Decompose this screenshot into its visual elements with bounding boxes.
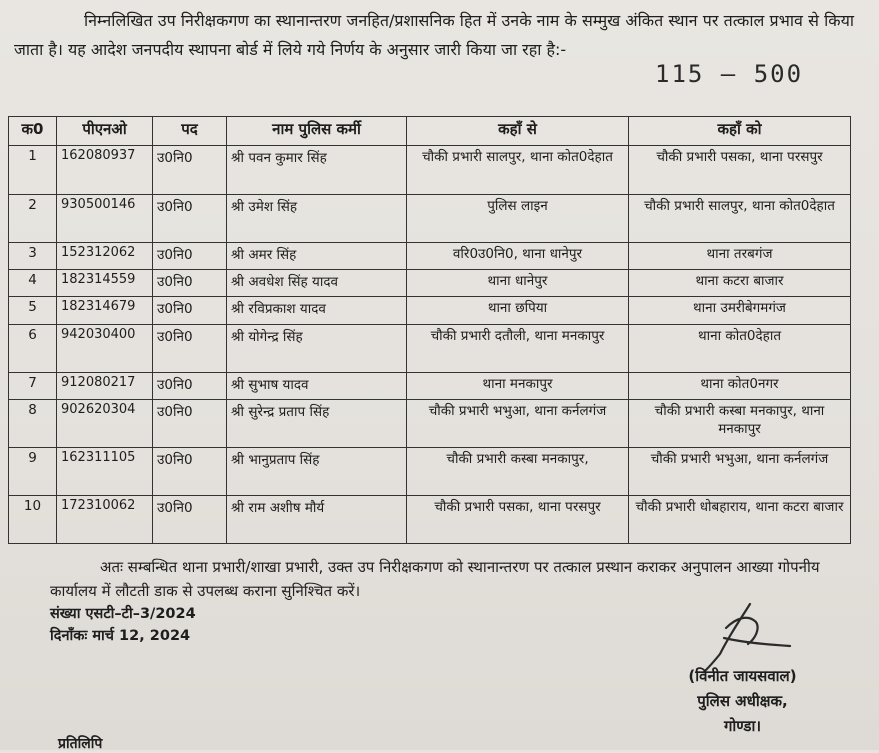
cell-name: श्री सुरेन्द्र प्रताप सिंह: [227, 399, 407, 447]
cell-pno: 912080217: [57, 372, 153, 399]
cell-serial: 9: [9, 447, 57, 495]
table-row: [9, 297, 851, 324]
signatory-name: (विनीत जायसवाल): [688, 667, 797, 685]
cell-rank: उ0नि0: [153, 495, 227, 543]
cell-name: श्री राम अशीष मौर्य: [227, 495, 407, 543]
table-header-row: [9, 117, 851, 146]
cell-rank: उ0नि0: [153, 195, 227, 243]
cell-from: चौकी प्रभारी सालपुर, थाना कोत0देहात: [407, 146, 629, 195]
table-row: [9, 447, 851, 495]
cell-pno: 182314679: [57, 297, 153, 324]
cell-serial: 8: [9, 399, 57, 447]
cell-name: श्री अमर सिंह: [227, 243, 407, 270]
intro-text: निम्नलिखित उप निरीक्षकगण का स्थानान्तरण जनहित/प्रशासनिक हित में उनके नाम के सम्मुख अंकित स्थान पर तत्काल प्रभाव से किया जाता है। यह आदेश जनपदीय स्थापना बोर्ड में लिये गये निर्णय के अनुसार जारी किया जा रहा है:-: [14, 11, 854, 59]
header-to: कहाँ को: [629, 117, 851, 146]
cell-to: चौकी प्रभारी कस्बा मनकापुर, थाना मनकापुर: [629, 399, 851, 447]
cell-pno: 942030400: [57, 324, 153, 372]
cell-rank: उ0नि0: [153, 324, 227, 372]
cell-to: थाना कोत0नगर: [629, 372, 851, 399]
handwritten-note: 115 — 500: [655, 60, 804, 88]
cell-pno: 162311105: [57, 447, 153, 495]
cell-serial: 5: [9, 297, 57, 324]
cell-serial: 10: [9, 495, 57, 543]
cell-pno: 162080937: [57, 146, 153, 195]
cell-rank: उ0नि0: [153, 243, 227, 270]
cell-rank: उ0नि0: [153, 399, 227, 447]
table-row: [9, 270, 851, 297]
cell-from: चौकी प्रभारी कस्बा मनकापुर,: [407, 447, 629, 495]
table-row: [9, 243, 851, 270]
cell-name: श्री पवन कुमार सिंह: [227, 146, 407, 195]
cell-serial: 4: [9, 270, 57, 297]
cell-rank: उ0नि0: [153, 270, 227, 297]
cell-from: चौकी प्रभारी भभुआ, थाना कर्नलगंज: [407, 399, 629, 447]
header-serial: क0: [9, 117, 57, 146]
cell-from: चौकी प्रभारी पसका, थाना परसपुर: [407, 495, 629, 543]
table-row: [9, 195, 851, 243]
reference-date: दिनाँकः मार्च 12, 2024: [50, 628, 191, 644]
cell-serial: 2: [9, 195, 57, 243]
cell-serial: 3: [9, 243, 57, 270]
cell-to: थाना तरबगंज: [629, 243, 851, 270]
cell-rank: उ0नि0: [153, 447, 227, 495]
reference-block: [50, 603, 196, 647]
cell-from: थाना मनकापुर: [407, 372, 629, 399]
cell-name: श्री योगेन्द्र सिंह: [227, 324, 407, 372]
cell-serial: 7: [9, 372, 57, 399]
intro-paragraph: [14, 6, 854, 64]
header-name: नाम पुलिस कर्मी: [227, 117, 407, 146]
signatory-district: गोण्डा।: [723, 717, 762, 735]
cell-serial: 6: [9, 324, 57, 372]
transfer-table: [8, 116, 851, 544]
reference-number: संख्या एसटी–टी–3/2024: [50, 606, 196, 622]
cell-to: चौकी प्रभारी पसका, थाना परसपुर: [629, 146, 851, 195]
cell-to: चौकी प्रभारी भभुआ, थाना कर्नलगंज: [629, 447, 851, 495]
closing-text: अतः सम्बन्धित थाना प्रभारी/शाखा प्रभारी, उक्त उप निरीक्षकगण को स्थानान्तरण पर तत्काल प्रस्थान कराकर अनुपालन आख्या गोपनीय कार्यालय में लौटती डाक से उपलब्ध कराना सुनिश्चित करें।: [50, 558, 820, 600]
cell-from: पुलिस लाइन: [407, 195, 629, 243]
cell-pno: 902620304: [57, 399, 153, 447]
header-pno: पीएनओ: [57, 117, 153, 146]
cell-rank: उ0नि0: [153, 146, 227, 195]
cell-to: चौकी प्रभारी धोबहाराय, थाना कटरा बाजार: [629, 495, 851, 543]
cell-name: श्री अवधेश सिंह यादव: [227, 270, 407, 297]
table-row: [9, 146, 851, 195]
cell-pno: 930500146: [57, 195, 153, 243]
cell-to: थाना कोत0देहात: [629, 324, 851, 372]
cell-name: श्री सुभाष यादव: [227, 372, 407, 399]
cell-to: चौकी प्रभारी सालपुर, थाना कोत0देहात: [629, 195, 851, 243]
cell-from: थाना छपिया: [407, 297, 629, 324]
cell-from: वरि0उ0नि0, थाना धानेपुर: [407, 243, 629, 270]
cell-name: श्री रविप्रकाश यादव: [227, 297, 407, 324]
cell-rank: उ0नि0: [153, 372, 227, 399]
header-rank: पद: [153, 117, 227, 146]
cell-name: श्री उमेश सिंह: [227, 195, 407, 243]
table-row: [9, 495, 851, 543]
closing-paragraph: [50, 555, 840, 603]
table-row: [9, 399, 851, 447]
cell-name: श्री भानुप्रताप सिंह: [227, 447, 407, 495]
cell-pno: 182314559: [57, 270, 153, 297]
cell-serial: 1: [9, 146, 57, 195]
signatory-designation: पुलिस अधीक्षक,: [697, 692, 788, 710]
table-row: [9, 372, 851, 399]
copy-label: प्रतिलिपि: [58, 736, 103, 752]
header-from: कहाँ से: [407, 117, 629, 146]
cell-to: थाना उमरीबेगमगंज: [629, 297, 851, 324]
table-row: [9, 324, 851, 372]
cell-from: चौकी प्रभारी दतौली, थाना मनकापुर: [407, 324, 629, 372]
cell-to: थाना कटरा बाजार: [629, 270, 851, 297]
cell-from: थाना धानेपुर: [407, 270, 629, 297]
cell-rank: उ0नि0: [153, 297, 227, 324]
cell-pno: 172310062: [57, 495, 153, 543]
signatory-block: [660, 664, 825, 739]
cell-pno: 152312062: [57, 243, 153, 270]
